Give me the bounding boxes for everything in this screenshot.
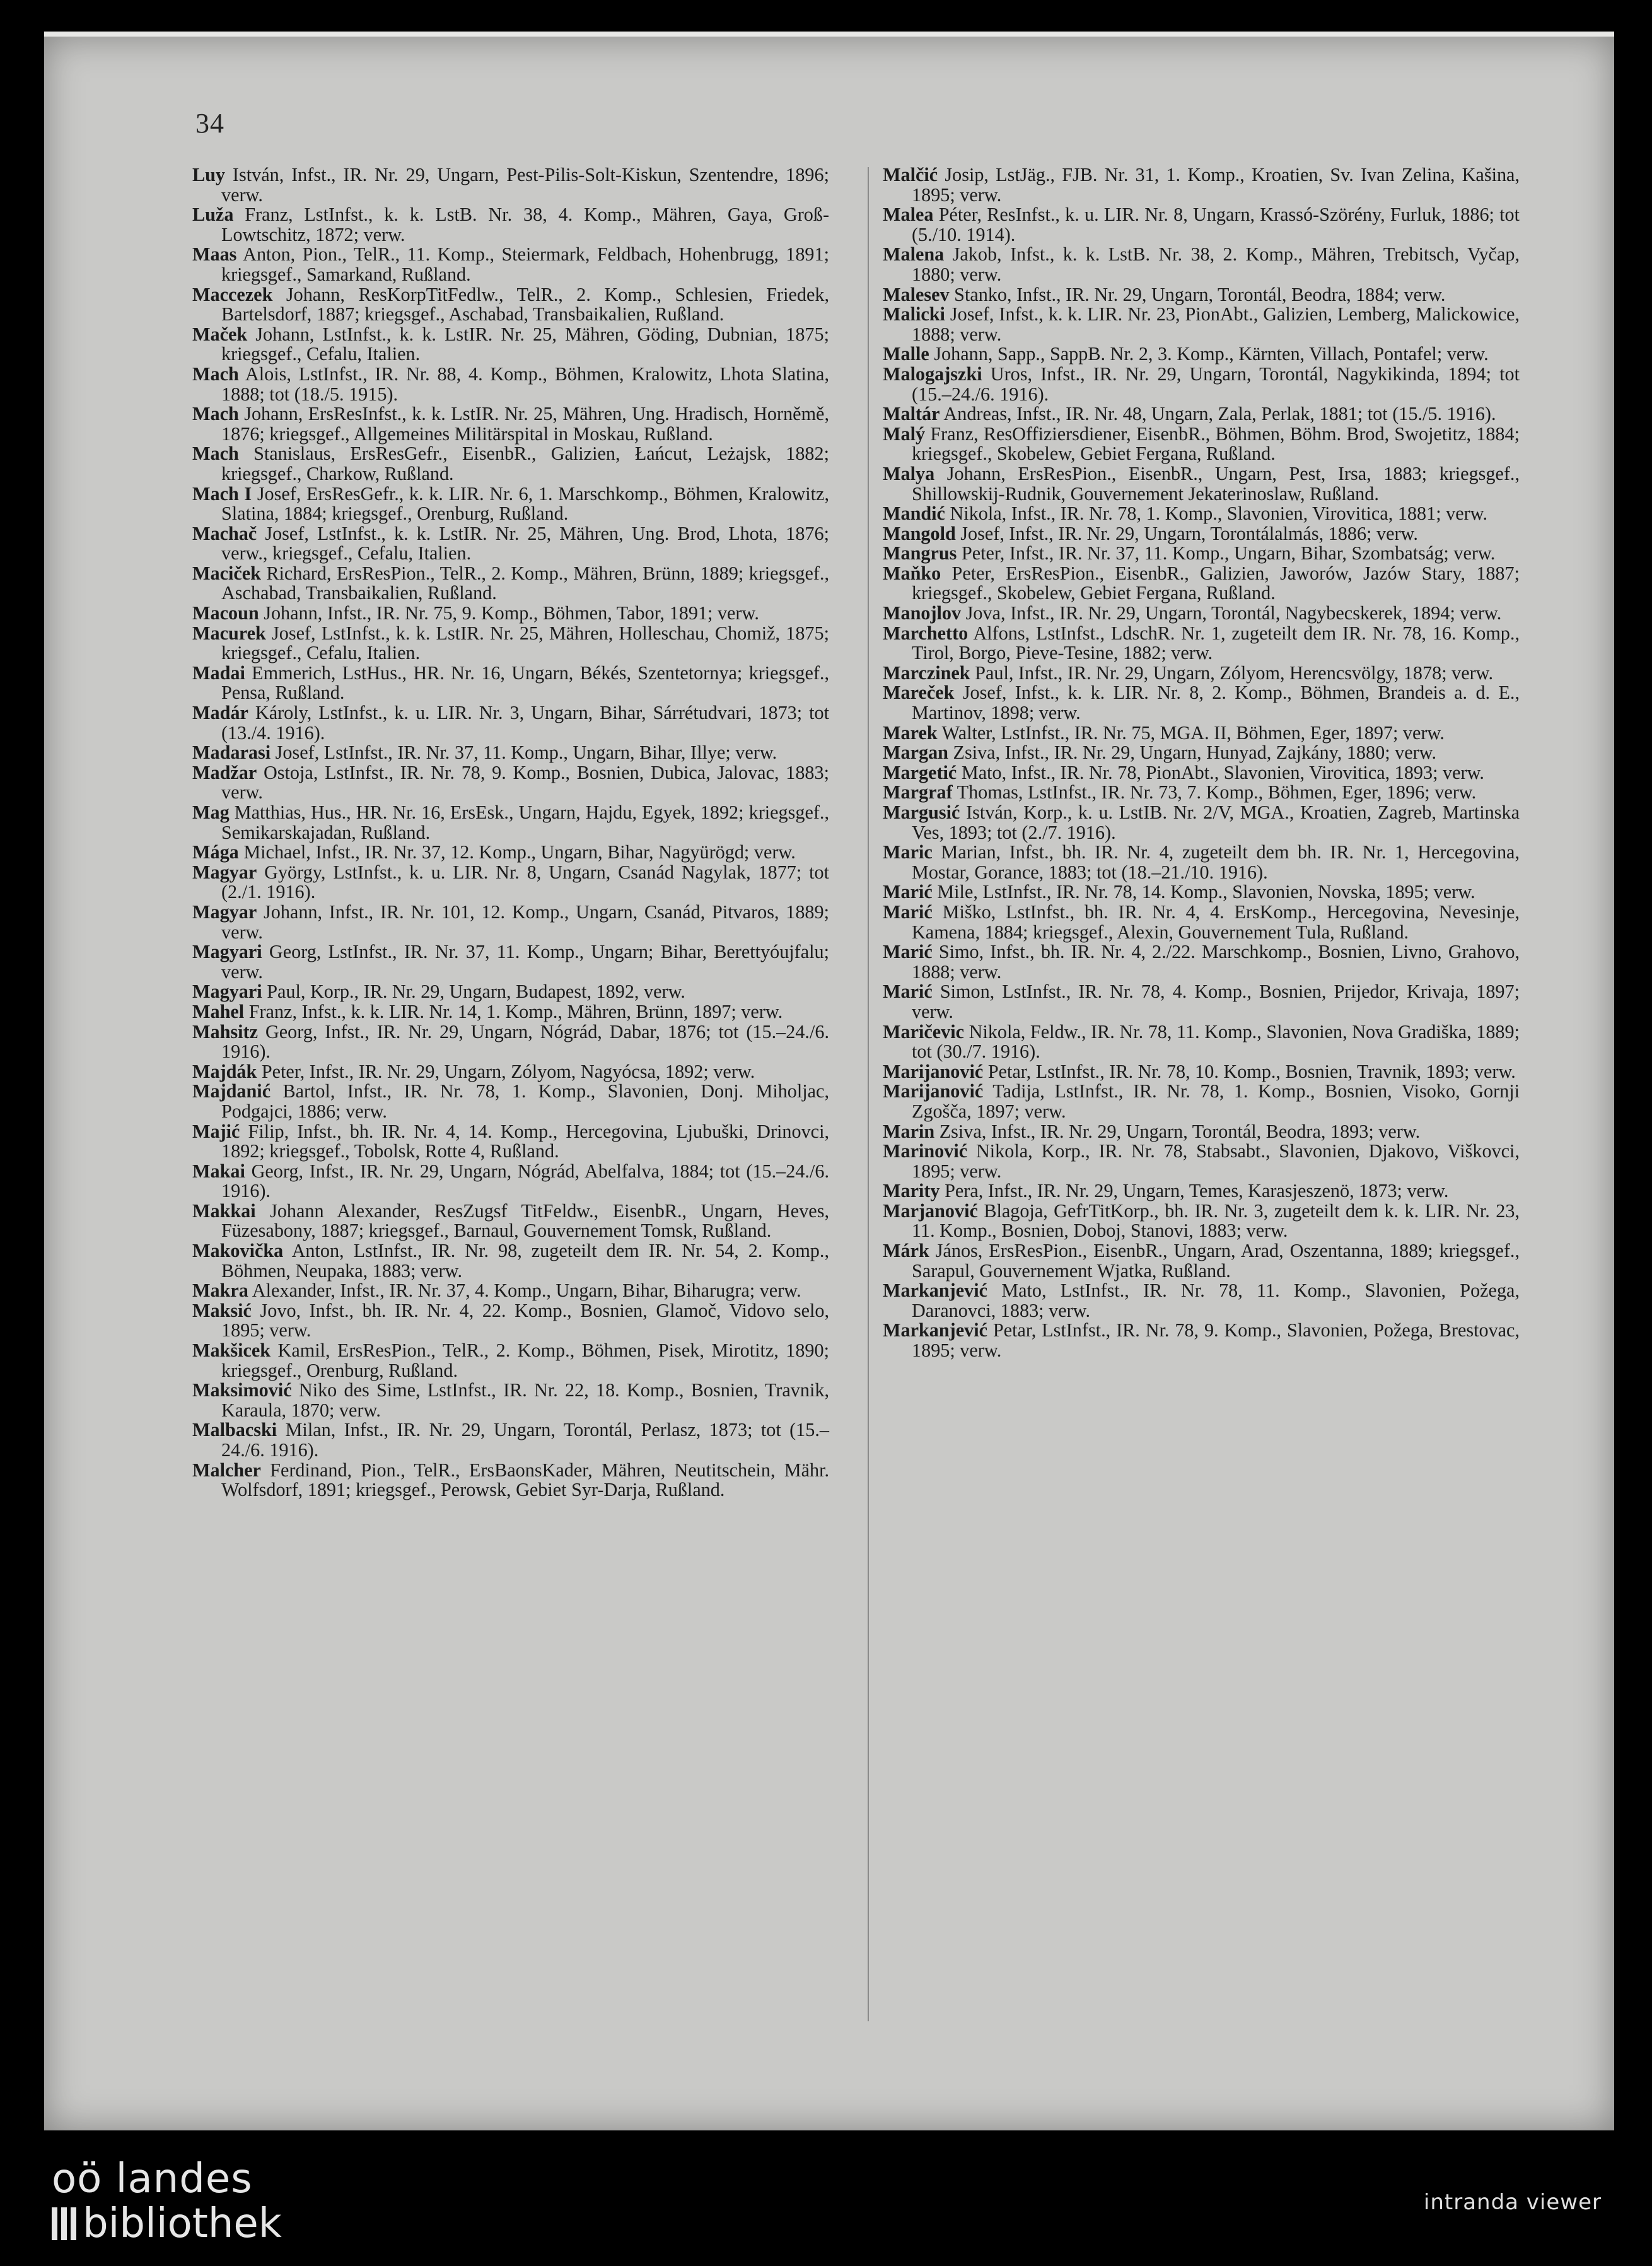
register-entry xyxy=(883,464,1520,504)
register-entry xyxy=(192,1461,829,1500)
register-entry xyxy=(883,803,1520,843)
entry-details: Anton, Pion., TelR., 11. Komp., Steiermark, Feldbach, Hohenbrugg, 1891; kriegsgef., Samarkand, Rußland. xyxy=(221,243,829,285)
entry-surname: Maccezek xyxy=(192,283,273,305)
register-entry xyxy=(883,1122,1520,1142)
register-entry xyxy=(883,1241,1520,1281)
register-entry xyxy=(883,663,1520,684)
register-entry xyxy=(192,863,829,902)
register-entry xyxy=(192,982,829,1002)
entry-surname: Marek xyxy=(883,721,938,744)
entry-details: Peter, Infst., IR. Nr. 29, Ungarn, Zólyom, Nagyócsa, 1892; verw. xyxy=(261,1060,755,1082)
register-entry xyxy=(883,344,1520,365)
entry-surname: Maltár xyxy=(883,403,940,425)
entry-surname: Malya xyxy=(883,462,935,484)
entry-details: Johann, ResKorpTitFedlw., TelR., 2. Komp., Schlesien, Friedek, Bartelsdorf, 1887; kriegsgef., Aschabad, Transbaikalien, Rußland. xyxy=(221,283,829,325)
viewer-label[interactable]: intranda viewer xyxy=(1423,2190,1602,2215)
entry-details: Richard, ErsResPion., TelR., 2. Komp., Mähren, Brünn, 1889; kriegsgef., Aschabad, Transbaikalien, Rußland. xyxy=(221,562,829,604)
entry-details: Mato, LstInfst., IR. Nr. 78, 11. Komp., Slavonien, Požega, Daranovci, 1883; verw. xyxy=(912,1280,1520,1321)
register-entry xyxy=(192,524,829,564)
register-entry xyxy=(883,165,1520,205)
entry-surname: Madarasi xyxy=(192,742,271,764)
entry-surname: Malle xyxy=(883,343,929,365)
register-entry xyxy=(883,205,1520,245)
entry-details: Bartol, Infst., IR. Nr. 78, 1. Komp., Slavonien, Donj. Miholjac, Podgajci, 1886; verw. xyxy=(221,1080,830,1122)
register-entry xyxy=(883,843,1520,882)
entry-surname: Marijanović xyxy=(883,1060,984,1082)
entry-details: Josef, Infst., k. k. LIR. Nr. 8, 2. Komp., Böhmen, Brandeis a. d. E., Martinov, 1898; verw. xyxy=(912,682,1520,724)
logo-line-1: oö landes xyxy=(52,2156,253,2202)
logo-line-2: bibliothek xyxy=(83,2200,282,2247)
register-entry xyxy=(883,245,1520,284)
register-entry xyxy=(883,305,1520,344)
entry-surname: Mareček xyxy=(883,682,955,704)
entry-surname: Magyar xyxy=(192,861,257,883)
register-entry xyxy=(883,783,1520,803)
register-entry xyxy=(192,404,829,444)
entry-surname: Maričevic xyxy=(883,1020,965,1042)
entry-details: Josef, LstInfst., IR. Nr. 37, 11. Komp., Ungarn, Bihar, Illye; verw. xyxy=(275,742,777,764)
entry-surname: Malicki xyxy=(883,303,945,325)
entry-details: Marian, Infst., bh. IR. Nr. 4, zugeteilt dem bh. IR. Nr. 1, Hercegovina, Mostar, Gorance, 1883; tot (18.–21./10. 1916). xyxy=(912,841,1520,883)
entry-details: Kamil, ErsResPion., TelR., 2. Komp., Böhmen, Pisek, Mirotitz, 1890; kriegsgef., Orenburg, Rußland. xyxy=(221,1340,829,1381)
entry-details: Blagoja, GefrTitKorp., bh. IR. Nr. 3, zugeteilt dem k. k. LIR. Nr. 23, 11. Komp., Bosnien, Doboj, Stanovi, 1883; verw. xyxy=(912,1200,1520,1242)
register-entry xyxy=(192,1420,829,1460)
entry-details: Alfons, LstInfst., LdschR. Nr. 1, zugeteilt dem IR. Nr. 78, 16. Komp., Tirol, Borgo, Pieve-Tesine, 1882; verw. xyxy=(912,622,1520,664)
entry-details: Jovo, Infst., bh. IR. Nr. 4, 22. Komp., Bosnien, Glamoč, Vidovo selo, 1895; verw. xyxy=(221,1299,830,1341)
entry-surname: Madár xyxy=(192,702,248,724)
register-entry xyxy=(192,1122,829,1162)
entry-surname: Luža xyxy=(192,204,234,226)
register-entry xyxy=(883,524,1520,544)
entry-surname: Macurek xyxy=(192,622,266,644)
register-entry xyxy=(192,1201,829,1241)
entry-details: Anton, LstInfst., IR. Nr. 98, zugeteilt dem IR. Nr. 54, 2. Komp., Böhmen, Neupaka, 1883; verw. xyxy=(221,1240,829,1282)
register-entry xyxy=(883,1201,1520,1241)
entry-surname: Mach xyxy=(192,443,239,465)
register-entry xyxy=(883,1321,1520,1360)
entry-surname: Malý xyxy=(883,423,926,445)
entry-surname: Mag xyxy=(192,802,230,823)
entry-surname: Majdák xyxy=(192,1060,257,1082)
entry-details: Johann, ErsResPion., EisenbR., Ungarn, Pest, Irsa, 1883; kriegsgef., Shillowskij-Rudnik, Gouvernement Jekaterinoslaw, Rußland. xyxy=(912,462,1520,505)
register-entry xyxy=(883,1142,1520,1181)
entry-surname: Magyari xyxy=(192,941,262,963)
entry-details: Alois, LstInfst., IR. Nr. 88, 4. Komp., Böhmen, Kralowitz, Lhota Slatina, 1888; tot (18./5. 1915). xyxy=(221,363,829,405)
register-entry xyxy=(192,663,829,703)
register-entry xyxy=(192,245,829,284)
register-entry xyxy=(192,165,829,205)
left-column xyxy=(192,165,829,1500)
register-entry xyxy=(192,902,829,942)
entry-surname: Malesev xyxy=(883,283,950,305)
entry-details: Franz, LstInfst., k. k. LstB. Nr. 38, 4. Komp., Mähren, Gaya, Groß-Lowtschitz, 1872; verw. xyxy=(221,204,830,245)
entry-surname: Marijanović xyxy=(883,1080,984,1102)
entry-surname: Majić xyxy=(192,1120,240,1142)
right-column xyxy=(883,165,1520,1361)
entry-details: Károly, LstInfst., k. u. LIR. Nr. 3, Ungarn, Bihar, Sárrétudvari, 1873; tot (13./4. 1916). xyxy=(221,702,830,744)
entry-surname: Mahsitz xyxy=(192,1020,258,1042)
register-entry xyxy=(883,743,1520,763)
entry-surname: Mangold xyxy=(883,522,956,544)
entry-surname: Maksić xyxy=(192,1299,252,1321)
register-entry xyxy=(883,902,1520,942)
register-entry xyxy=(192,1241,829,1281)
entry-surname: Maňko xyxy=(883,562,941,584)
entry-surname: Makšicek xyxy=(192,1340,271,1362)
register-entry xyxy=(192,604,829,624)
entry-details: Péter, ResInfst., k. u. LIR. Nr. 8, Ungarn, Krassó-Szörény, Furluk, 1886; tot (5./10. 1914). xyxy=(912,204,1520,245)
entry-surname: Mach xyxy=(192,363,239,385)
register-entry xyxy=(883,365,1520,404)
register-entry xyxy=(192,624,829,663)
register-entry xyxy=(192,1281,829,1301)
entry-details: Petar, LstInfst., IR. Nr. 78, 9. Komp., Slavonien, Požega, Brestovac, 1895; verw. xyxy=(912,1319,1520,1362)
entry-details: Zsiva, Infst., IR. Nr. 29, Ungarn, Hunyad, Zajkány, 1880; verw. xyxy=(953,742,1437,764)
entry-surname: Maric xyxy=(883,841,933,863)
entry-details: Josef, Infst., IR. Nr. 29, Ungarn, Torontálalmás, 1886; verw. xyxy=(960,522,1418,544)
register-entry xyxy=(883,1062,1520,1082)
entry-surname: Malčić xyxy=(883,164,938,185)
entry-details: Zsiva, Infst., IR. Nr. 29, Ungarn, Torontál, Beodra, 1893; verw. xyxy=(939,1120,1421,1142)
entry-details: Johann, ErsResInfst., k. k. LstIR. Nr. 25, Mähren, Ung. Hradisch, Horněmě, 1876; kriegsgef., Allgemeines Militärspital in Moskau, Rußland. xyxy=(221,403,830,445)
entry-surname: Mach I xyxy=(192,482,252,505)
entry-surname: Margetić xyxy=(883,761,957,783)
entry-surname: Marchetto xyxy=(883,622,969,644)
entry-details: Franz, ResOffiziersdiener, EisenbR., Böhmen, Böhm. Brod, Swojetitz, 1884; kriegsgef., Skobelew, Gebiet Fergana, Rußland. xyxy=(912,423,1520,465)
register-entry xyxy=(192,444,829,484)
register-entry xyxy=(883,1082,1520,1121)
entry-surname: Majdanić xyxy=(192,1080,271,1102)
entry-details: Nikola, Feldw., IR. Nr. 78, 11. Komp., Slavonien, Nova Gradiška, 1889; tot (30./7. 1916). xyxy=(912,1020,1520,1063)
entry-details: Nikola, Korp., IR. Nr. 78, Stabsabt., Slavonien, Djakovo, Viškovci, 1895; verw. xyxy=(912,1140,1520,1182)
register-entry xyxy=(883,604,1520,624)
entry-surname: Marić xyxy=(883,901,933,923)
register-entry xyxy=(192,1301,829,1341)
register-entry xyxy=(192,743,829,763)
entry-details: Nikola, Infst., IR. Nr. 78, 1. Komp., Slavonien, Virovitica, 1881; verw. xyxy=(950,503,1488,525)
register-entry xyxy=(883,424,1520,464)
entry-surname: Marity xyxy=(883,1180,940,1202)
register-entry xyxy=(883,404,1520,424)
logo-bars-icon xyxy=(52,2207,76,2240)
entry-surname: Luy xyxy=(192,164,226,185)
register-entry xyxy=(883,763,1520,783)
entry-surname: Malcher xyxy=(192,1459,261,1481)
entry-details: Simon, LstInfst., IR. Nr. 78, 4. Komp., Bosnien, Prijedor, Krivaja, 1897; verw. xyxy=(912,981,1520,1022)
entry-surname: Machač xyxy=(192,522,257,544)
entry-surname: Malena xyxy=(883,243,945,266)
register-entry xyxy=(883,285,1520,305)
column-divider xyxy=(868,167,869,2021)
entry-details: János, ErsResPion., EisenbR., Ungarn, Arad, Oszentanna, 1889; kriegsgef., Sarapul, Gouvernement Wjatka, Rußland. xyxy=(912,1240,1520,1282)
register-entry xyxy=(192,1062,829,1082)
entry-details: Josip, LstJäg., FJB. Nr. 31, 1. Komp., Kroatien, Sv. Ivan Zelina, Kašina, 1895; verw. xyxy=(912,164,1520,206)
entry-surname: Maček xyxy=(192,323,248,345)
entry-surname: Márk xyxy=(883,1240,929,1262)
register-entry xyxy=(883,564,1520,604)
page-number: 34 xyxy=(195,108,224,139)
entry-surname: Margraf xyxy=(883,781,953,803)
entry-surname: Mahel xyxy=(192,1000,245,1022)
entry-details: Niko des Sime, LstInfst., IR. Nr. 22, 18. Komp., Bosnien, Travnik, Karaula, 1870; verw. xyxy=(221,1379,830,1421)
entry-surname: Makai xyxy=(192,1160,245,1182)
register-entry xyxy=(192,1002,829,1022)
library-logo[interactable] xyxy=(52,2157,282,2246)
entry-surname: Madai xyxy=(192,662,245,684)
entry-surname: Malogajszki xyxy=(883,363,982,385)
entry-details: Johann, LstInfst., k. k. LstIR. Nr. 25, Mähren, Göding, Dubnian, 1875; kriegsgef., Cefalu, Italien. xyxy=(221,323,830,365)
register-entry xyxy=(883,504,1520,524)
register-entry xyxy=(192,365,829,404)
entry-surname: Markanjević xyxy=(883,1319,987,1341)
entry-surname: Makovička xyxy=(192,1240,284,1262)
entry-details: Mile, LstInfst., IR. Nr. 78, 14. Komp., Slavonien, Novska, 1895; verw. xyxy=(937,881,1475,903)
register-entry xyxy=(883,1022,1520,1062)
register-entry xyxy=(192,205,829,245)
register-entry xyxy=(192,803,829,843)
entry-details: Stanko, Infst., IR. Nr. 29, Ungarn, Torontál, Beodra, 1884; verw. xyxy=(954,283,1446,305)
entry-details: Georg, Infst., IR. Nr. 29, Ungarn, Nógrád, Dabar, 1876; tot (15.–24./6. 1916). xyxy=(221,1020,829,1063)
register-entry xyxy=(883,683,1520,723)
register-entry xyxy=(192,1022,829,1062)
entry-details: Mato, Infst., IR. Nr. 78, PionAbt., Slavonien, Virovitica, 1893; verw. xyxy=(961,761,1484,783)
entry-details: Peter, ErsResPion., EisenbR., Galizien, Jaworów, Jazów Stary, 1887; kriegsgef., Skobelew, Gebiet Fergana, Rußland. xyxy=(912,562,1520,604)
entry-details: Ostoja, LstInfst., IR. Nr. 78, 9. Komp., Bosnien, Dubica, Jalovac, 1883; verw. xyxy=(221,761,829,803)
register-entry xyxy=(192,1162,829,1201)
entry-surname: Marinović xyxy=(883,1140,968,1162)
entry-surname: Manojlov xyxy=(883,602,962,624)
entry-details: Georg, LstInfst., IR. Nr. 37, 11. Komp., Ungarn; Bihar, Berettyóujfalu; verw. xyxy=(221,941,829,983)
entry-details: Milan, Infst., IR. Nr. 29, Ungarn, Torontál, Perlasz, 1873; tot (15.–24./6. 1916). xyxy=(221,1419,830,1461)
entry-details: István, Korp., k. u. LstIB. Nr. 2/V, MGA., Kroatien, Zagreb, Martinska Ves, 1893; tot (2./7. 1916). xyxy=(912,802,1520,843)
register-entry xyxy=(192,1341,829,1381)
register-entry xyxy=(192,843,829,863)
entry-details: Josef, LstInfst., k. k. LstIR. Nr. 25, Mähren, Ung. Brod, Lhota, 1876; verw., kriegsgef., Cefalu, Italien. xyxy=(221,522,829,564)
entry-details: Emmerich, LstHus., HR. Nr. 16, Ungarn, Békés, Szentetornya; kriegsgef., Pensa, Rußland. xyxy=(221,662,829,704)
entry-details: Johann, Infst., IR. Nr. 75, 9. Komp., Böhmen, Tabor, 1891; verw. xyxy=(264,602,759,624)
entry-surname: Macoun xyxy=(192,602,259,624)
entry-details: Johann, Infst., IR. Nr. 101, 12. Komp., Ungarn, Csanád, Pitvaros, 1889; verw. xyxy=(221,901,830,943)
entry-details: Matthias, Hus., HR. Nr. 16, ErsEsk., Ungarn, Hajdu, Egyek, 1892; kriegsgef., Semikarskajadan, Rußland. xyxy=(221,802,830,843)
entry-surname: Mangrus xyxy=(883,542,957,564)
entry-surname: Margan xyxy=(883,742,948,764)
register-entry xyxy=(192,285,829,325)
register-entry xyxy=(883,1281,1520,1321)
entry-details: Jova, Infst., IR. Nr. 29, Ungarn, Torontál, Nagybecskerek, 1894; verw. xyxy=(965,602,1502,624)
register-entry xyxy=(192,325,829,365)
entry-surname: Malbacski xyxy=(192,1419,277,1441)
register-entry xyxy=(192,1082,829,1121)
entry-surname: Mága xyxy=(192,841,239,863)
entry-surname: Marin xyxy=(883,1120,935,1142)
entry-surname: Mach xyxy=(192,403,239,425)
entry-details: Ferdinand, Pion., TelR., ErsBaonsKader, Mähren, Neutitschein, Mähr. Wolfsdorf, 1891; kriegsgef., Perowsk, Gebiet Syr-Darja, Rußland. xyxy=(221,1459,830,1501)
register-entry xyxy=(192,763,829,803)
entry-details: Josef, Infst., k. k. LIR. Nr. 23, PionAbt., Galizien, Lemberg, Malickowice, 1888; verw. xyxy=(912,303,1520,345)
entry-surname: Maciček xyxy=(192,562,261,584)
entry-surname: Maas xyxy=(192,243,237,266)
entry-surname: Maksimović xyxy=(192,1379,292,1401)
entry-surname: Madžar xyxy=(192,761,257,783)
entry-details: Peter, Infst., IR. Nr. 37, 11. Komp., Ungarn, Bihar, Szombatság; verw. xyxy=(961,542,1496,564)
register-entry xyxy=(883,723,1520,744)
entry-details: Alexander, Infst., IR. Nr. 37, 4. Komp., Ungarn, Bihar, Biharugra; verw. xyxy=(252,1280,801,1302)
register-entry xyxy=(192,1381,829,1420)
register-entry xyxy=(883,1181,1520,1201)
register-entry xyxy=(192,703,829,743)
entry-details: István, Infst., IR. Nr. 29, Ungarn, Pest-Pilis-Solt-Kiskun, Szentendre, 1896; verw. xyxy=(221,164,830,206)
entry-details: Franz, Infst., k. k. LIR. Nr. 14, 1. Komp., Mähren, Brünn, 1897; verw. xyxy=(248,1000,783,1022)
register-entry xyxy=(192,942,829,982)
entry-details: Simo, Infst., bh. IR. Nr. 4, 2./22. Marschkomp., Bosnien, Livno, Grahovo, 1888; verw. xyxy=(912,941,1520,983)
entry-surname: Marić xyxy=(883,881,933,903)
register-entry xyxy=(883,942,1520,982)
entry-details: Josef, ErsResGefr., k. k. LIR. Nr. 6, 1. Marschkomp., Böhmen, Kralowitz, Slatina, 1884; kriegsgef., Orenburg, Rußland. xyxy=(221,482,830,525)
entry-details: Jakob, Infst., k. k. LstB. Nr. 38, 2. Komp., Mähren, Trebitsch, Vyčap, 1880; verw. xyxy=(912,243,1520,285)
entry-surname: Makra xyxy=(192,1280,248,1302)
register-entry xyxy=(192,564,829,604)
entry-surname: Marczinek xyxy=(883,662,970,684)
entry-surname: Mandić xyxy=(883,503,945,525)
entry-details: Miško, LstInfst., bh. IR. Nr. 4, 4. ErsKomp., Hercegovina, Nevesinje, Kamena, 1884; kriegsgef., Alexin, Gouvernement Tula, Rußland. xyxy=(912,901,1520,943)
logo-line-2-row xyxy=(52,2201,282,2246)
entry-surname: Margusić xyxy=(883,802,960,823)
entry-surname: Markanjević xyxy=(883,1280,987,1302)
entry-details: Tadija, LstInfst., IR. Nr. 78, 1. Komp., Bosnien, Visoko, Gornji Zgošča, 1897; verw. xyxy=(912,1080,1520,1122)
entry-details: Walter, LstInfst., IR. Nr. 75, MGA. II, Böhmen, Eger, 1897; verw. xyxy=(941,721,1445,744)
entry-details: Georg, Infst., IR. Nr. 29, Ungarn, Nógrád, Abelfalva, 1884; tot (15.–24./6. 1916). xyxy=(221,1160,829,1202)
entry-surname: Malea xyxy=(883,204,934,226)
entry-details: Filip, Infst., bh. IR. Nr. 4, 14. Komp., Hercegovina, Ljubuški, Drinovci, 1892; kriegsgef., Tobolsk, Rotte 4, Rußland. xyxy=(221,1120,830,1162)
entry-details: Paul, Korp., IR. Nr. 29, Ungarn, Budapest, 1892, verw. xyxy=(267,981,685,1003)
entry-details: Thomas, LstInfst., IR. Nr. 73, 7. Komp., Böhmen, Eger, 1896; verw. xyxy=(957,781,1477,803)
register-entry xyxy=(883,882,1520,902)
entry-details: György, LstInfst., k. u. LIR. Nr. 8, Ungarn, Csanád Nagylak, 1877; tot (2./1. 1916). xyxy=(221,861,829,903)
entry-details: Michael, Infst., IR. Nr. 37, 12. Komp., Ungarn, Bihar, Nagyürögd; verw. xyxy=(243,841,796,863)
entry-details: Petar, LstInfst., IR. Nr. 78, 10. Komp., Bosnien, Travnik, 1893; verw. xyxy=(987,1060,1516,1082)
register-entry xyxy=(192,484,829,524)
entry-surname: Magyari xyxy=(192,981,262,1003)
register-entry xyxy=(883,544,1520,564)
entry-surname: Makkai xyxy=(192,1200,256,1222)
entry-surname: Marjanović xyxy=(883,1200,978,1222)
entry-details: Paul, Infst., IR. Nr. 29, Ungarn, Zólyom, Herencsvölgy, 1878; verw. xyxy=(975,662,1494,684)
entry-details: Johann Alexander, ResZugsf TitFeldw., EisenbR., Ungarn, Heves, Füzesabony, 1887; kriegsgef., Barnaul, Gouvernement Tomsk, Rußland. xyxy=(221,1200,829,1242)
entry-details: Andreas, Infst., IR. Nr. 48, Ungarn, Zala, Perlak, 1881; tot (15./5. 1916). xyxy=(943,403,1496,425)
entry-surname: Magyar xyxy=(192,901,257,923)
entry-details: Stanislaus, ErsResGefr., EisenbR., Galizien, Łańcut, Leżajsk, 1882; kriegsgef., Charkow, Rußland. xyxy=(221,443,830,484)
entry-details: Uros, Infst., IR. Nr. 29, Ungarn, Torontál, Nagykikinda, 1894; tot (15.–24./6. 1916). xyxy=(912,363,1520,405)
register-entry xyxy=(883,624,1520,663)
entry-details: Johann, Sapp., SappB. Nr. 2, 3. Komp., Kärnten, Villach, Pontafel; verw. xyxy=(934,343,1489,365)
entry-details: Pera, Infst., IR. Nr. 29, Ungarn, Temes, Karasjeszenö, 1873; verw. xyxy=(945,1180,1449,1202)
entry-surname: Marić xyxy=(883,941,933,963)
entry-details: Josef, LstInfst., k. k. LstIR. Nr. 25, Mähren, Holleschau, Chomiž, 1875; kriegsgef., Cefalu, Italien. xyxy=(221,622,829,664)
register-entry xyxy=(883,982,1520,1022)
entry-surname: Marić xyxy=(883,981,933,1003)
